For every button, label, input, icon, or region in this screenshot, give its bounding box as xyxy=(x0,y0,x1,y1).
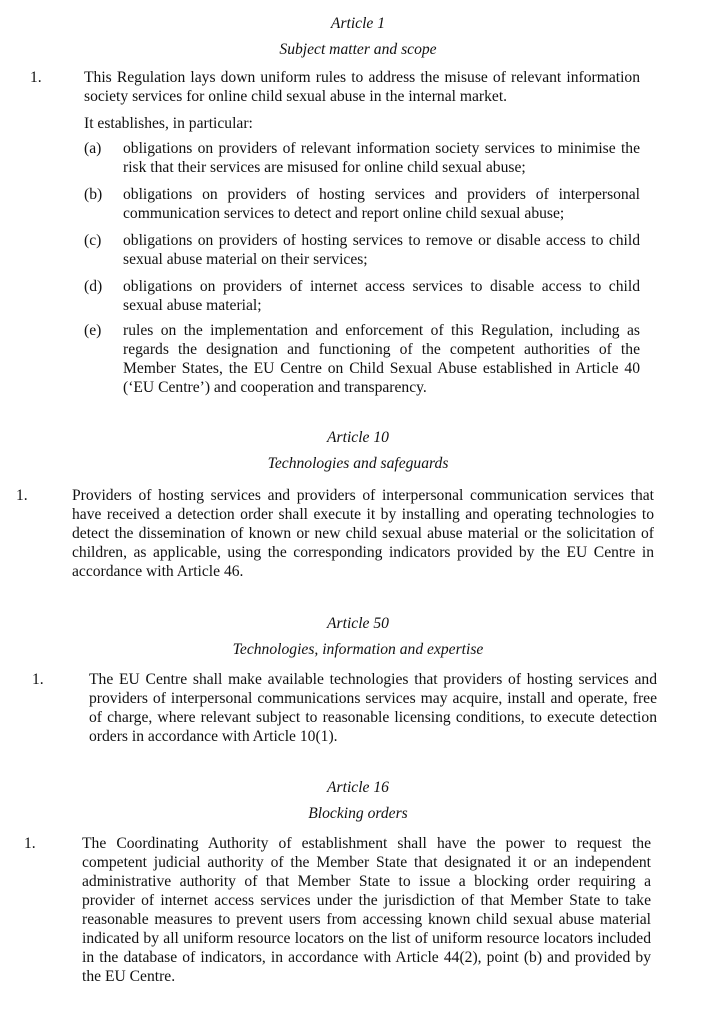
paragraph-number: 1. xyxy=(32,671,44,688)
item-text: rules on the implementation and enforcement of this Regulation, including as regards the designation and functioning of the competent authorities of the Member States, the EU Centre on Child Sexual Abuse established in Article 40 (‘EU Centre’) and cooperation and transparency. xyxy=(123,322,640,396)
article-title: Article 50 xyxy=(327,615,389,632)
item-text: obligations on providers of hosting services to remove or disable access to child sexual abuse material on their services; xyxy=(123,232,640,268)
paragraph-text: The Coordinating Authority of establishment shall have the power to request the competent judicial authority of the Member State that designated it or an independent administrative authority of that Member State to issue a blocking order requiring a provider of internet access services under the jurisdiction of that Member State to take reasonable measures to prevent users from accessing known child sexual abuse material indicated by all uniform resource locators on the list of uniform resource locators included in the database of indicators, in accordance with Article 44(2), point (b) and provided by the EU Centre. xyxy=(82,835,651,985)
paragraph-number: 1. xyxy=(30,69,42,86)
paragraph-text: The EU Centre shall make available technologies that providers of hosting services and providers of interpersonal communications services may acquire, install and operate, free of charge, where relevant subject to reasonable licensing conditions, to execute detection orders in accordance with Article 10(1). xyxy=(89,671,657,745)
article-subtitle: Subject matter and scope xyxy=(279,41,437,58)
item-letter: (c) xyxy=(84,232,102,249)
paragraph-number: 1. xyxy=(16,487,28,504)
paragraph-text: This Regulation lays down uniform rules to address the misuse of relevant information society services for online child sexual abuse in the internal market. xyxy=(84,69,640,105)
item-letter: (a) xyxy=(84,140,102,157)
item-text: obligations on providers of internet access services to disable access to child sexual abuse material; xyxy=(123,278,640,314)
list-intro: It establishes, in particular: xyxy=(84,115,253,132)
item-letter: (d) xyxy=(84,278,103,295)
paragraph-text: Providers of hosting services and providers of interpersonal communication services that have received a detection order shall execute it by installing and operating technologies to detect the dissemination of known or new child sexual abuse material or the solicitation of children, as applicable, using the corresponding indicators provided by the EU Centre in accordance with Article 46. xyxy=(72,487,654,580)
article-title: Article 1 xyxy=(330,15,386,32)
article-title: Article 16 xyxy=(327,779,389,796)
article-title: Article 10 xyxy=(327,429,389,446)
article-subtitle: Technologies and safeguards xyxy=(267,455,449,472)
item-letter: (e) xyxy=(84,322,102,339)
item-letter: (b) xyxy=(84,186,103,203)
item-text: obligations on providers of relevant information society services to minimise the risk that their services are misused for online child sexual abuse; xyxy=(123,140,640,176)
article-subtitle: Technologies, information and expertise xyxy=(232,641,484,658)
article-subtitle: Blocking orders xyxy=(308,805,408,822)
paragraph-number: 1. xyxy=(24,835,36,852)
item-text: obligations on providers of hosting services and providers of interpersonal communication services to detect and report online child sexual abuse; xyxy=(123,186,640,222)
